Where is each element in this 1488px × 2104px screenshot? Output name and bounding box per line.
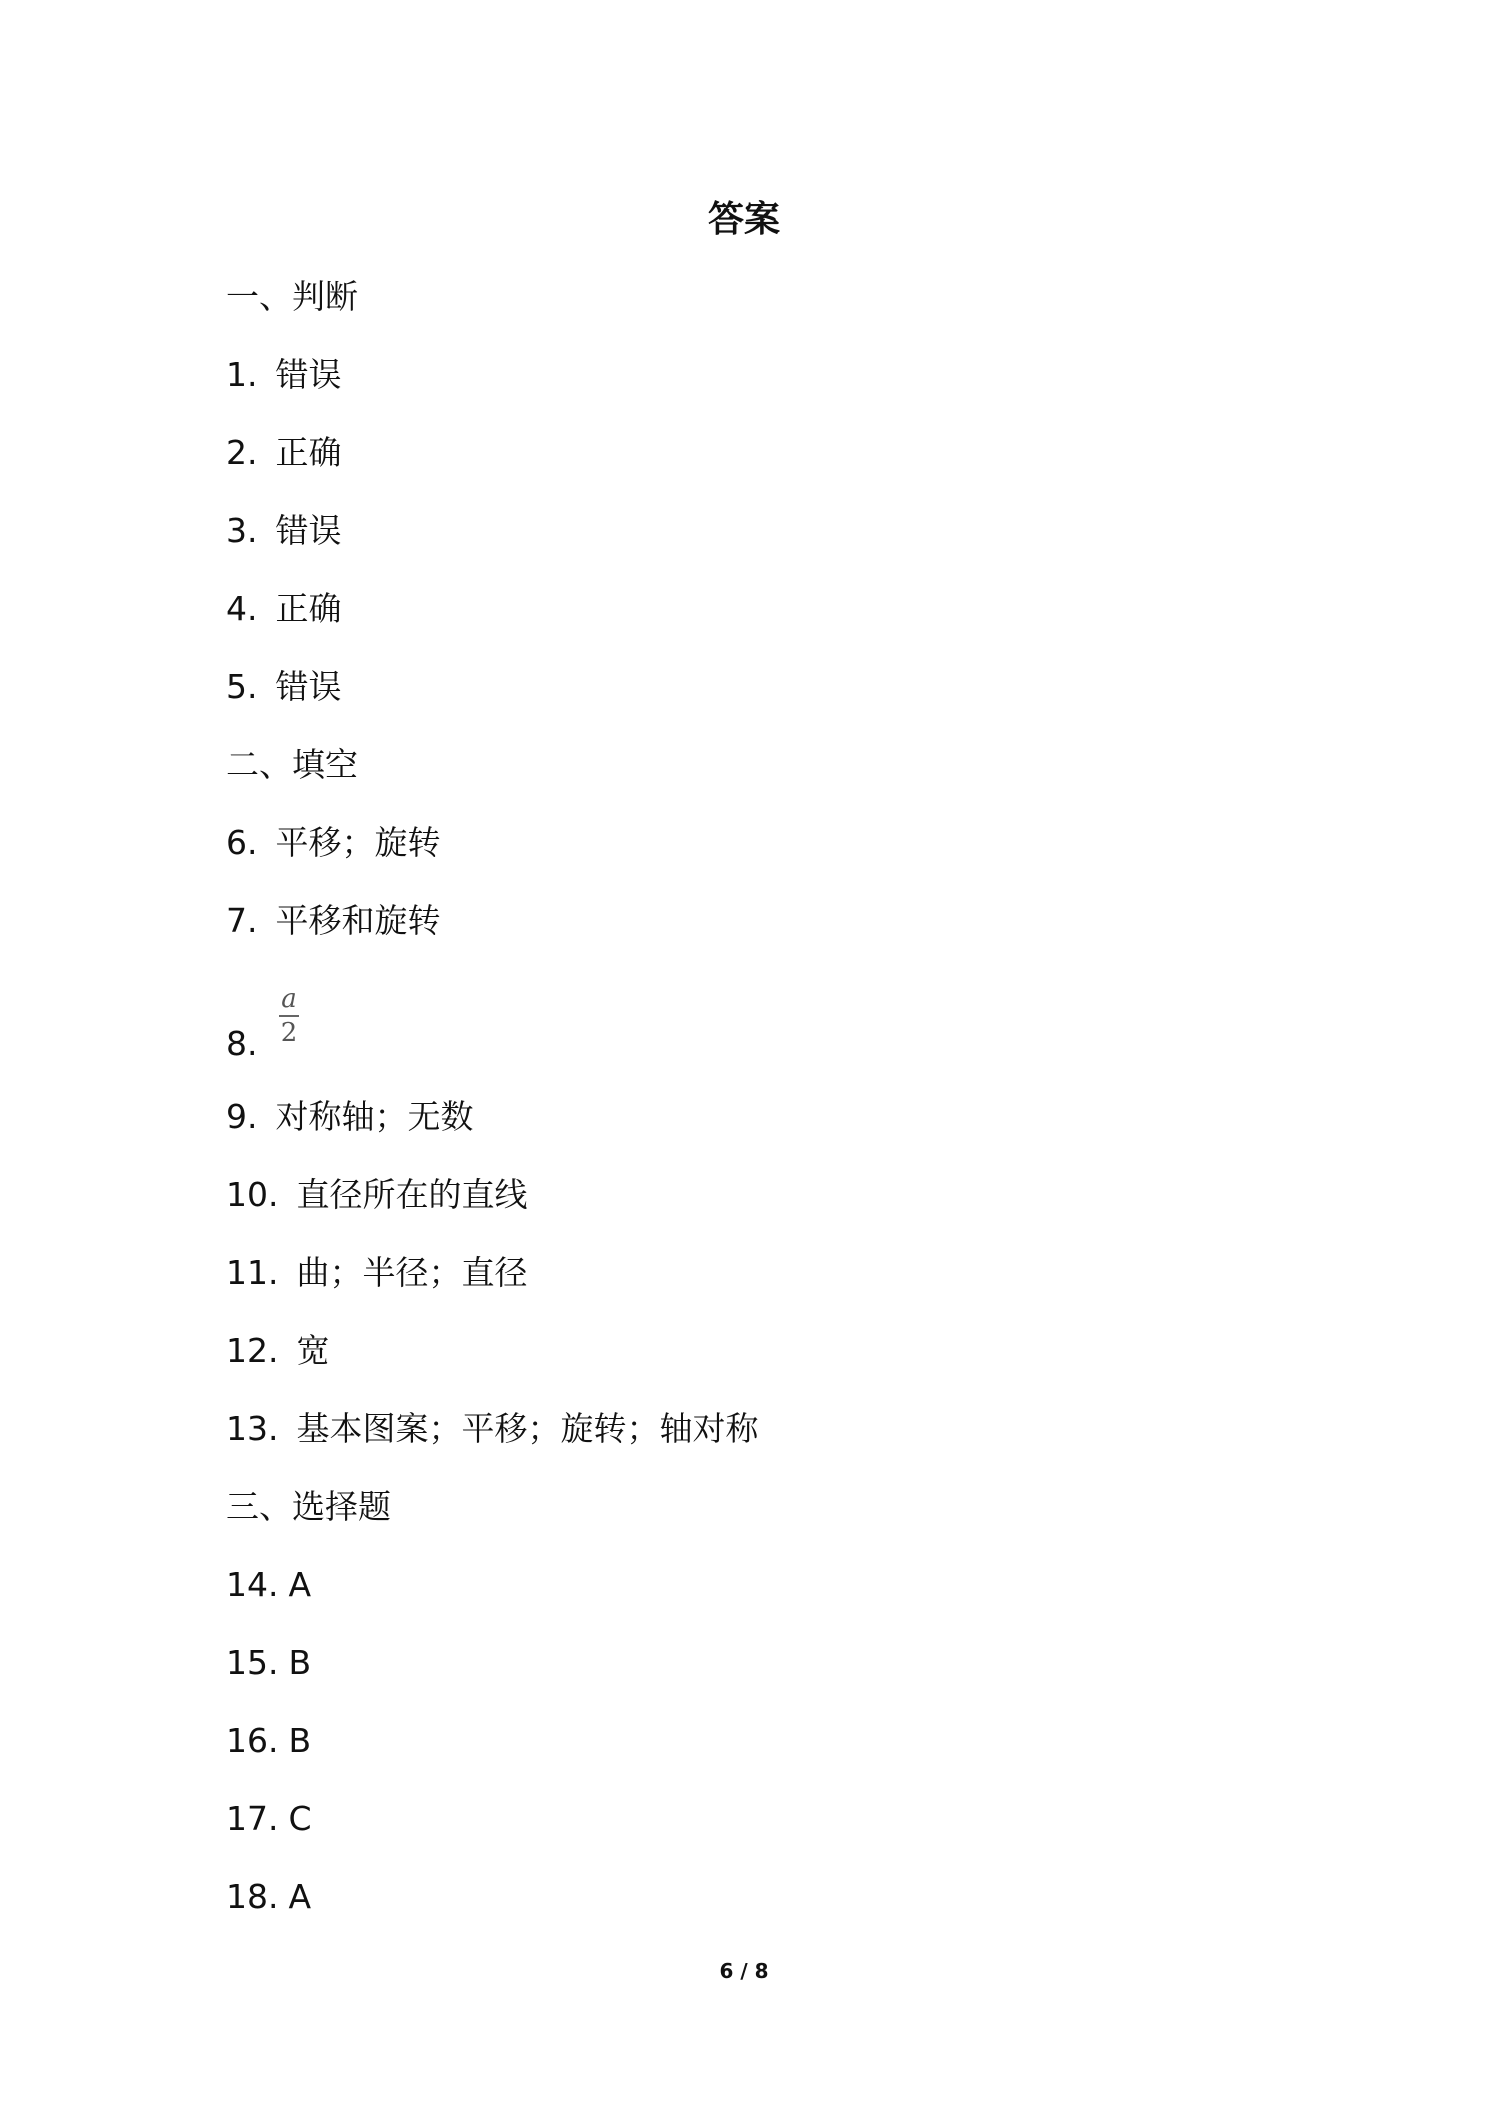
section-heading-fill: 二、填空 [226,745,358,784]
item-number: 18. [226,1877,279,1916]
item-answer: 错误 [275,355,342,394]
item-answer: 正确 [275,589,342,628]
answer-item [226,353,342,397]
answer-item [226,587,342,631]
item-answer: 曲；半径；直径 [296,1253,528,1292]
page-number: 6 / 8 [719,1959,769,1983]
section-heading-judge: 一、判断 [226,277,358,316]
answer-item [226,1641,311,1685]
item-number: 2. [226,433,258,472]
item-answer: 平移和旋转 [275,901,441,940]
item-answer: 平移；旋转 [275,823,441,862]
answer-item [226,1022,276,1066]
item-answer: 正确 [275,433,342,472]
item-number: 6. [226,823,258,862]
answer-item [226,899,441,943]
item-answer: C [288,1799,312,1838]
item-number: 5. [226,667,258,706]
answer-item [226,821,441,865]
answer-item [226,1251,527,1295]
item-number: 9. [226,1097,258,1136]
item-answer: 对称轴；无数 [275,1097,474,1136]
item-number: 1. [226,355,258,394]
answer-item [226,1407,758,1451]
item-number: 10. [226,1175,279,1214]
item-number: 7. [226,901,258,940]
item-answer: B [288,1643,312,1682]
item-number: 4. [226,589,258,628]
answer-item [226,509,342,553]
item-answer: 基本图案；平移；旋转；轴对称 [296,1409,759,1448]
item-answer: 直径所在的直线 [296,1175,528,1214]
item-number: 14. [226,1565,279,1604]
item-number: 3. [226,511,258,550]
answer-item [226,1173,527,1217]
item-number: 13. [226,1409,279,1448]
answer-item [226,665,342,709]
item-number: 15. [226,1643,279,1682]
item-answer: 错误 [275,511,342,550]
answer-item [226,431,342,475]
item-answer: 错误 [275,667,342,706]
answer-item [226,1719,311,1763]
item-number: 11. [226,1253,279,1292]
item-number: 12. [226,1331,279,1370]
fraction-answer [277,984,301,1048]
fraction-bar [279,1015,299,1017]
answer-item [226,1095,474,1139]
item-answer: A [288,1877,312,1916]
fraction-numerator: a [281,984,297,1014]
section-heading-choice: 三、选择题 [226,1487,391,1526]
item-number: 8. [226,1024,258,1063]
answer-item [226,1329,329,1373]
item-number: 16. [226,1721,279,1760]
item-number: 17. [226,1799,279,1838]
item-answer: 宽 [296,1331,330,1370]
answer-item [226,1875,311,1919]
answer-item [226,1563,311,1607]
fraction-denominator: 2 [280,1018,298,1048]
answer-item [226,1797,312,1841]
item-answer: A [288,1565,312,1604]
item-answer: B [288,1721,312,1760]
page-title: 答案 [707,199,780,240]
